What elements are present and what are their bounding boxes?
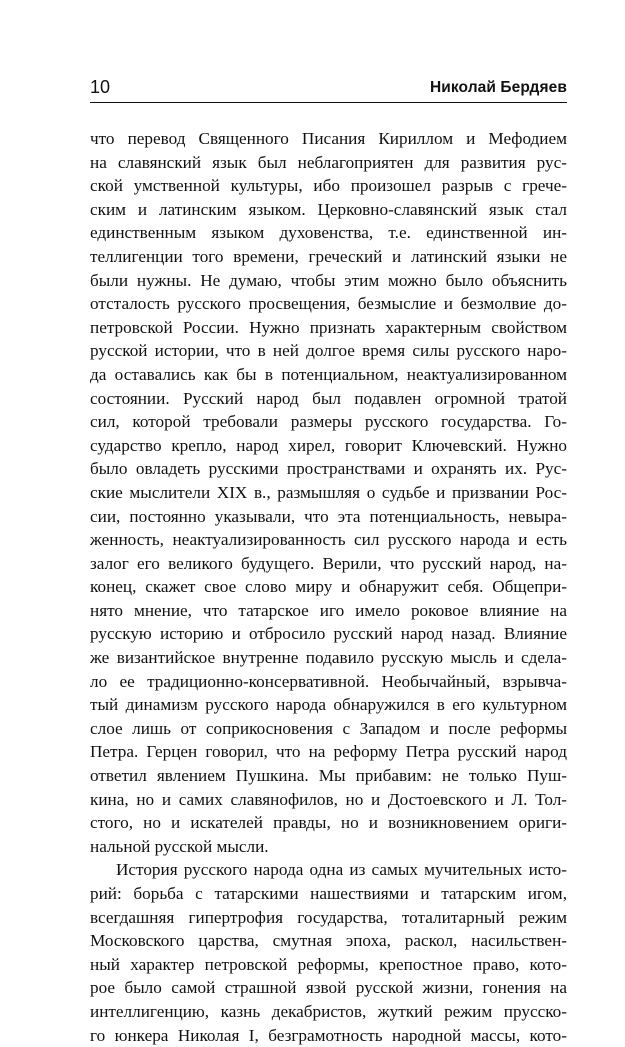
text-line: единственным языком духовенства, т.е. единственной ин- [90,223,567,243]
text-line: конец, скажет свое слово миру и обнаружит себя. Общепри- [90,577,567,597]
text-line: что перевод Священного Писания Кириллом и Мефодием [90,129,567,148]
text-line: нальной русской мысли. [90,836,269,856]
running-head-author: Николай Бердяев [429,79,567,96]
text-line: ской умственной культуры, ибо произошел разрыв с грече- [90,176,567,196]
header-rule [90,102,567,103]
text-line: было овладеть русскими пространствами и охранять их. Рус- [90,459,567,479]
text-line: кина, но и самих славянофилов, но и Достоевского и Л. Тол- [90,789,567,809]
text-line: отсталость русского просвещения, безмыслие и безмолвие до- [90,294,567,314]
text-line: ским и латинским языком. Церковно-славянский язык стал [90,199,567,219]
text-line: сударство крепло, народ хирел, говорит Ключевский. Нужно [90,435,567,455]
text-line: нято мнение, что татарское иго имело роковое влияние на [90,600,567,620]
text-line: ло ее традиционно-консервативной. Необычайный, взрывча- [90,671,567,691]
text-line: интеллигенцию, казнь декабристов, жуткий режим прусско- [90,1001,567,1021]
text-line: всегдашняя гипертрофия государства, тоталитарный режим [90,907,567,927]
text-line: рое было самой страшной язвой русской жизни, гонения на [90,978,567,998]
text-line: были нужны. Не думаю, чтобы этим можно было объяснить [90,270,567,290]
text-line: русскую историю и отбросило русский народ назад. Влияние [90,624,567,644]
text-line: рий: борьба с татарскими нашествиями и татарским игом, [90,884,567,903]
text-line: тый динамизм русского народа обнаружился в его культурном [90,695,567,715]
text-line: женность, неактуализированность сил русского народа и есть [90,530,567,550]
text-line: Петра. Герцен говорил, что на реформу Петра русский народ [90,742,567,762]
text-line: же византийское внутренне подавило русскую мысль и сдела- [90,648,567,668]
text-line: залог его великого будущего. Верили, что русский народ, на- [90,553,567,573]
text-line: сии, постоянно указывали, что эта потенциальность, невыра- [90,506,567,526]
text-line: слое лишь от соприкосновения с Западом и после реформы [90,718,567,738]
text-line: русской истории, что в ней долгое время силы русского наро- [90,341,567,361]
text-line: Московского царства, смутная эпоха, раскол, насильствен- [90,931,567,951]
text-line: ответил явлением Пушкина. Мы прибавим: не только Пуш- [90,766,567,786]
page-number: 10 [90,77,111,97]
text-line: го юнкера Николая I, безграмотность народной массы, кото- [90,1025,567,1045]
text-line: теллигенции того времени, греческий и латинский языки не [90,246,567,266]
page-header [90,74,567,102]
text-line: на славянский язык был неблагоприятен для развития рус- [90,152,567,172]
text-line: петровской России. Нужно признать характерным свойством [90,317,567,337]
text-line: ный характер петровской реформы, крепостное право, кото- [90,954,567,974]
text-line: да оставались как бы в потенциальном, неактуализированном [90,364,567,384]
text-line: сил, которой требовали размеры русского государства. Го- [90,412,567,432]
text-line: состоянии. Русский народ был подавлен огромной тратой [90,388,567,408]
body-text [90,127,567,1047]
text-line: ские мыслители XIX в., размышляя о судьбе и призвании Рос- [90,482,567,502]
text-line: История русского народа одна из самых мучительных исто- [116,860,567,880]
text-line: стого, но и искателей правды, но и возникновением ориги- [90,813,567,833]
